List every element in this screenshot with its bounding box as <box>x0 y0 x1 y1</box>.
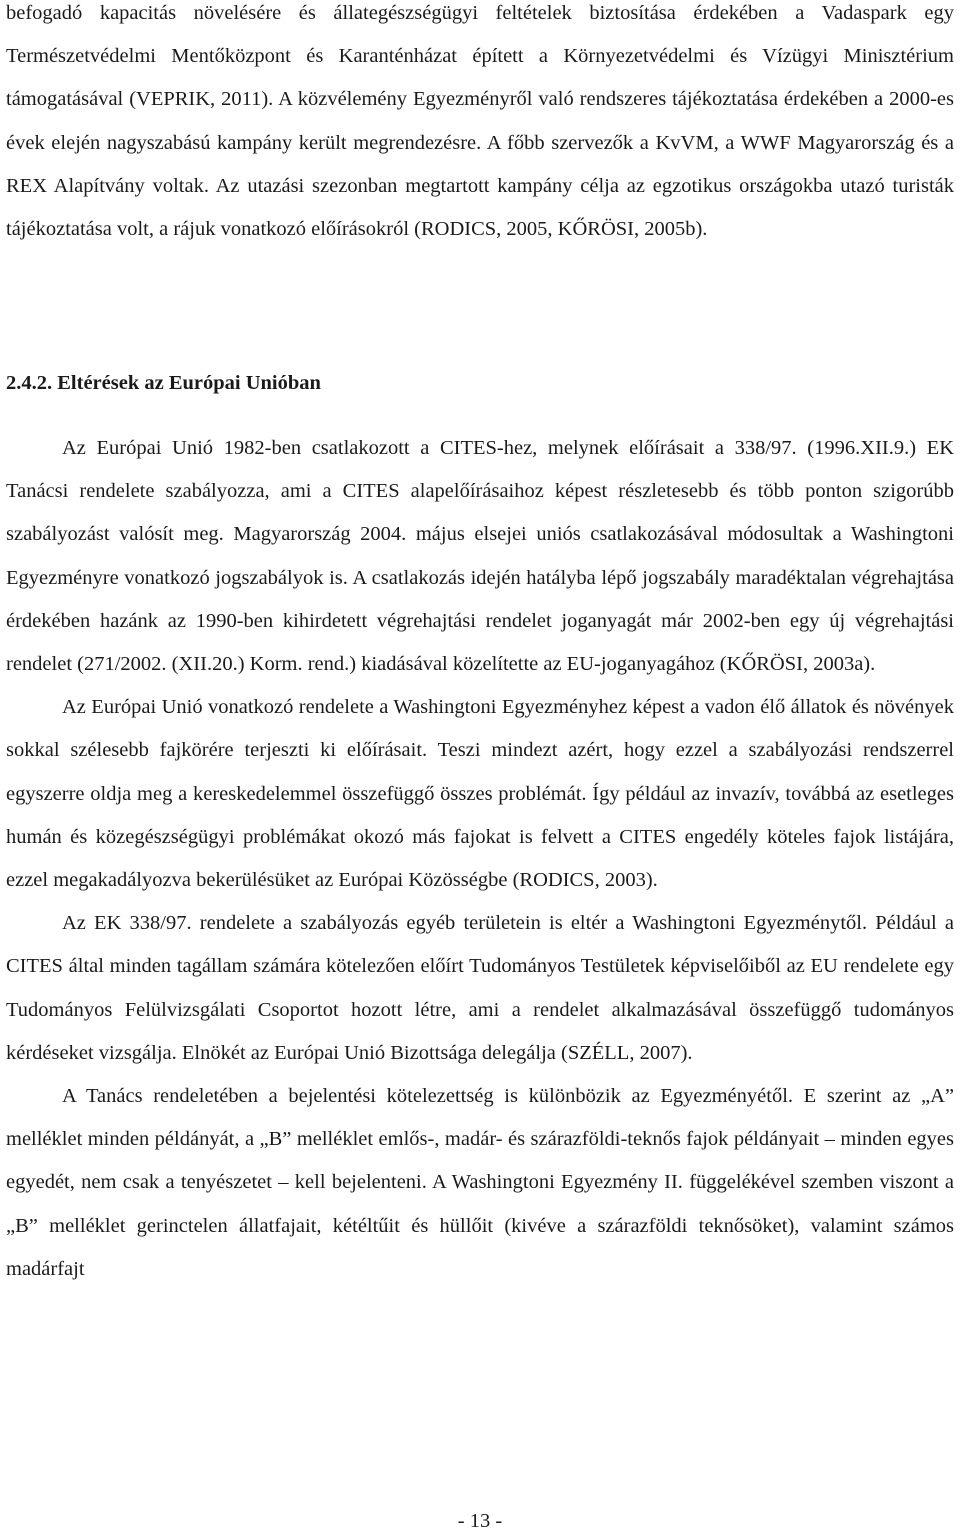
section-title: Eltérések az Európai Unióban <box>57 372 321 394</box>
paragraph-2: Az Európai Unió vonatkozó rendelete a Washingtoni Egyezményhez képest a vadon élő állatok és növények sokkal szélesebb fajkörére terjeszti ki előírásait. Teszi mindezt azért, hogy ezzel a szabályozási rendszerrel egyszerre oldja meg a kereskedelemmel összefüggő összes problémát. Így például az invazív, továbbá az esetleges humán és közegészségügyi problémákat okozó más fajokat is felvett a CITES engedély köteles fajok listájára, ezzel megakadályozva bekerülésüket az Európai Közösségbe (RODICS, 2003). <box>6 696 954 892</box>
intro-paragraph: befogadó kapacitás növelésére és állategészségügyi feltételek biztosítása érdekében a Vadaspark egy Természetvédelmi Mentőközpont és Karanténházat épített a Környezetvédelmi és Vízügyi Minisztérium támogatásával (VEPRIK, 2011). A közvélemény Egyezményről való rendszeres tájékoztatása érdekében a 2000-es évek elején nagyszabású kampány került megrendezésre. A főbb szervezők a KvVM, a WWF Magyarország és a REX Alapítvány voltak. Az utazási szezonban megtartott kampány célja az egzotikus országokba utazó turisták tájékoztatása volt, a rájuk vonatkozó előírásokról (RODICS, 2005, KŐRÖSI, 2005b). <box>6 2 954 241</box>
section-body <box>6 427 954 1291</box>
paragraph-1: Az Európai Unió 1982-ben csatlakozott a CITES-hez, melynek előírásait a 338/97. (1996.XII.9.) EK Tanácsi rendelete szabályozza, ami a CITES alapelőírásaihoz képest részletesebb és több ponton szigorúbb szabályozást valósít meg. Magyarország 2004. május elsejei uniós csatlakozásával módosultak a Washingtoni Egyezményre vonatkozó jogszabályok is. A csatlakozás idején hatályba lépő jogszabály maradéktalan végrehajtása érdekében hazánk az 1990-ben kihirdetett végrehajtási rendelet joganyagát már 2002-ben egy új végrehajtási rendelet (271/2002. (XII.20.) Korm. rend.) kiadásával közelítette az EU-joganyagához (KŐRÖSI, 2003a). <box>6 437 954 676</box>
paragraph-3: Az EK 338/97. rendelete a szabályozás egyéb területein is eltér a Washingtoni Egyezménytől. Például a CITES által minden tagállam számára kötelezően előírt Tudományos Testületek képviselőiből az EU rendelete egy Tudományos Felülvizsgálati Csoportot hozott létre, ami a rendelet alkalmazásával összefüggő tudományos kérdéseket vizsgálja. Elnökét az Európai Unió Bizottsága delegálja (SZÉLL, 2007). <box>6 912 954 1064</box>
paragraph-4: A Tanács rendeletében a bejelentési kötelezettség is különbözik az Egyezményétől. E szerint az „A” melléklet minden példányát, a „B” melléklet emlős-, madár- és szárazföldi-teknős fajok példányait – minden egyes egyedét, nem csak a tenyészetet – kell bejelenteni. A Washingtoni Egyezmény II. függelékével szemben viszont a „B” melléklet gerinctelen állatfajait, kétéltűit és hüllőit (kivéve a szárazföldi teknősöket), valamint számos madárfajt <box>6 1085 954 1280</box>
section-heading <box>6 362 321 405</box>
section-number: 2.4.2. <box>6 372 53 394</box>
page-number: - 13 - <box>457 1510 503 1532</box>
